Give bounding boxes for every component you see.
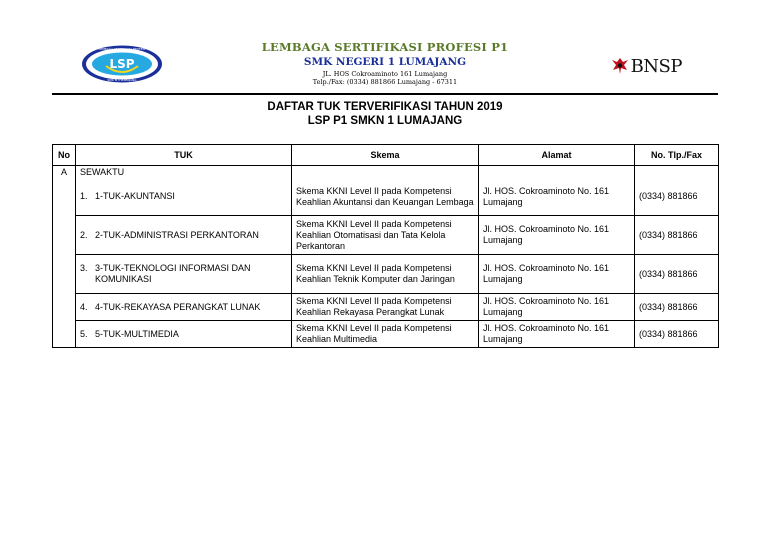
letterhead: [52, 30, 718, 94]
row-number: 3.: [80, 263, 88, 273]
header-tuk: TUK: [76, 145, 292, 166]
table-row: [53, 178, 719, 216]
header-alamat: Alamat: [479, 145, 635, 166]
tlp-cell: (0334) 881866: [635, 294, 719, 321]
table-row: [53, 255, 719, 294]
tuk-table: [52, 144, 719, 348]
group-label: SEWAKTU: [76, 166, 292, 179]
tuk-name: 5-TUK-MULTIMEDIA: [95, 328, 179, 339]
logo-ring-top-text: LEMBAGA SERTIFIKASI PROFESI: [98, 47, 146, 52]
row-number: 5.: [80, 328, 88, 339]
alamat-cell: Jl. HOS. Cokroaminoto No. 161 Lumajang: [479, 294, 635, 321]
tuk-name: 1-TUK-AKUNTANSI: [95, 191, 175, 201]
logo-center-text: LSP: [109, 57, 135, 71]
table-header-row: [53, 145, 719, 166]
school-name: SMK NEGERI 1 LUMAJANG: [303, 56, 467, 68]
tlp-cell: (0334) 881866: [635, 216, 719, 255]
tuk-name: 3-TUK-TEKNOLOGI INFORMASI DAN KOMUNIKASI: [95, 263, 251, 284]
tuk-name: 4-TUK-REKAYASA PERANGKAT LUNAK: [95, 301, 261, 312]
row-number: 1.: [80, 191, 88, 201]
alamat-cell: Jl. HOS. Cokroaminoto No. 161 Lumajang: [479, 178, 635, 216]
table-row: [53, 294, 719, 321]
table-row: [53, 216, 719, 255]
skema-cell: Skema KKNI Level II pada Kompetensi Keahlian Teknik Komputer dan Jaringan: [292, 255, 479, 294]
skema-cell: Skema KKNI Level II pada Kompetensi Keahlian Akuntansi dan Keuangan Lembaga: [292, 178, 479, 216]
title-line-1: DAFTAR TUK TERVERIFIKASI TAHUN 2019: [267, 101, 503, 113]
org-block: [222, 40, 548, 86]
header-tlp: No. Tlp./Fax: [635, 145, 719, 166]
alamat-cell: Jl. HOS. Cokroaminoto No. 161 Lumajang: [479, 321, 635, 348]
bnsp-logo: [611, 54, 682, 78]
tlp-cell: (0334) 881866: [635, 255, 719, 294]
alamat-cell: Jl. HOS. Cokroaminoto No. 161 Lumajang: [479, 255, 635, 294]
garuda-emblem-icon: [611, 56, 629, 76]
row-number: 4.: [80, 301, 88, 312]
skema-cell: Skema KKNI Level II pada Kompetensi Keahlian Multimedia: [292, 321, 479, 348]
tuk-name: 2-TUK-ADMINISTRASI PERKANTORAN: [95, 229, 259, 240]
title-line-2: LSP P1 SMKN 1 LUMAJANG: [307, 115, 463, 127]
alamat-cell: Jl. HOS. Cokroaminoto No. 161 Lumajang: [479, 216, 635, 255]
lsp-logo-icon: [80, 44, 164, 84]
header-no: No: [53, 145, 76, 166]
skema-cell: Skema KKNI Level II pada Kompetensi Keahlian Rekayasa Perangkat Lunak: [292, 294, 479, 321]
table-row: [53, 321, 719, 348]
row-number: 2.: [80, 229, 88, 240]
header-skema: Skema: [292, 145, 479, 166]
document-title: [52, 100, 718, 128]
tlp-cell: (0334) 881866: [635, 321, 719, 348]
header-divider: [52, 93, 718, 95]
org-contact: Telp./Fax: (0334) 881866 Lumajang - 67311: [312, 78, 458, 86]
org-address: JL. HOS Cokroaminoto 161 Lumajang: [322, 70, 448, 78]
bnsp-text: BNSP: [630, 55, 682, 77]
group-no: A: [53, 166, 76, 179]
logo-ring-bottom-text: SMK N 1 LUMAJANG: [107, 78, 137, 83]
group-row: [53, 166, 719, 179]
tlp-cell: (0334) 881866: [635, 178, 719, 216]
org-name: LEMBAGA SERTIFIKASI PROFESI P1: [261, 40, 509, 54]
skema-cell: Skema KKNI Level II pada Kompetensi Keahlian Otomatisasi dan Tata Kelola Perkantoran: [292, 216, 479, 255]
